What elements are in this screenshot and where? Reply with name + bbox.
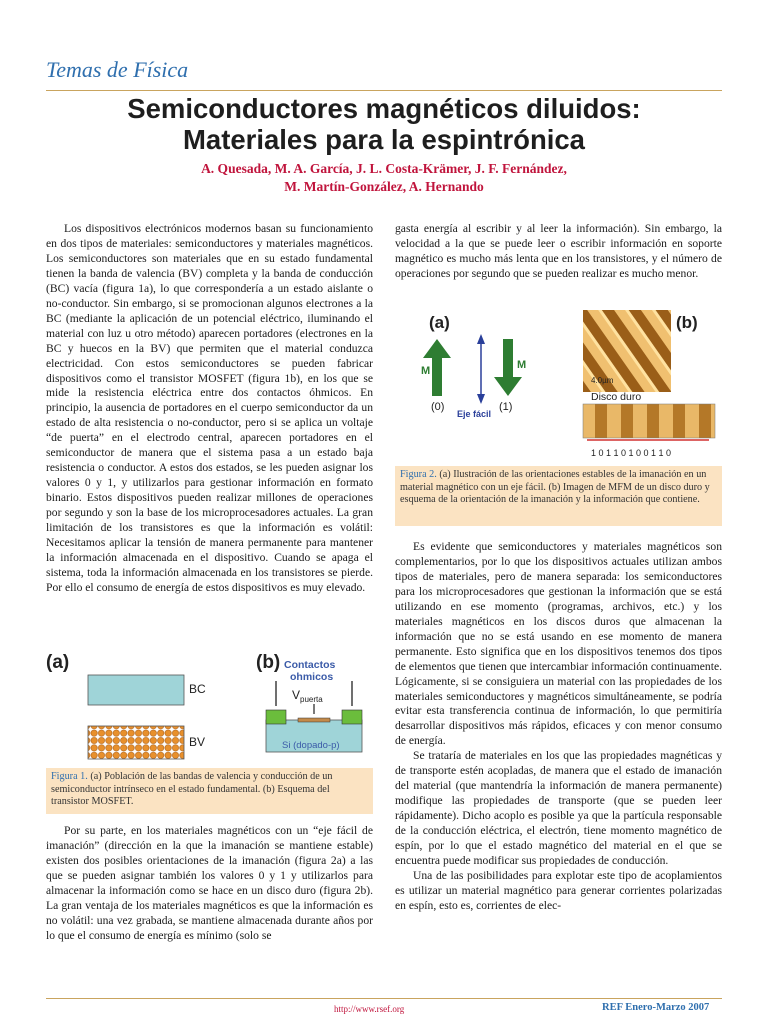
scale-label: 4.0µm: [591, 376, 614, 385]
contacts-label-2: ohmicos: [290, 671, 334, 683]
figure-2-caption-label: Figura 2.: [400, 469, 437, 480]
paragraph: Es evidente que semiconductores y materiales magnéticos son complementarios, por lo que los dispositivos actuales utilizan ambos tipos de materiales, pero de manera separada: los semiconductores para los microprocesadores que gestionan la información que se está utilizando en ese momento (programas, archivos, etc.) y los materiales magnéticos en los discos duros que almacenan la información que no se está usando en ese momento de manera permanente. Esto significa que en los dispositivos tenemos dos tipos de elementos que tienen que intercambiar información continuamente. Lógicamente, si se consiguiera un material con las propiedades de los materiales semiconductores y magnéticos simultáneamente, se podría evitar esta transferencia continua de información, lo que permitiría desarrollar dispositivos más rápidos, eficaces y con menor consumo de energía.: [395, 540, 722, 748]
header-divider: [46, 90, 722, 91]
authors-line-1: A. Quesada, M. A. García, J. L. Costa-Krämer, J. F. Fernández,: [201, 161, 567, 176]
contacts-label-1: Contactos: [284, 659, 336, 671]
paragraph: Se trataría de materiales en los que las propiedades magnéticas y de transporte estén acopladas, de manera que el estado de imanación del material (que mantendría la información de manera permanente) modifique las propiedades de transporte (que se pueden leer rápidamente). Dicho acoplo es posible ya que la partícula responsable de la conducción eléctrica, el electrón, tiene momento magnético de espín, por lo que el estado magnético del material en el que se encuentra puede modificar sus propiedades de conducción.: [395, 749, 722, 868]
figure-1-caption: [46, 768, 373, 814]
contact-right: [342, 710, 362, 724]
figure-1-caption-label: Figura 1.: [51, 771, 88, 782]
authors-line-2: M. Martín-González, A. Hernando: [284, 179, 484, 194]
state-0-label: (0): [431, 401, 445, 413]
right-column-text-bottom: [395, 540, 722, 914]
paragraph: Por su parte, en los materiales magnéticos con un “eje fácil de imanación” (dirección en la que la imanación se mantiene estable) existen dos posibles orientaciones de la imanación (figura 2a) a las que se pueden asignar también los valores 0 y 1 y utilizarlos para almacenar la información como se hace en un disco duro (figura 2b). La gran ventaja de los materiales magnéticos es que la información es no volátil: una vez grabada, se mantiene almacenada durante años por lo que el consumo de energía es mínimo (solo se: [46, 824, 373, 942]
bv-label: BV: [189, 735, 206, 749]
contact-left: [266, 710, 286, 724]
fig2-label-a: (a): [429, 313, 450, 332]
figure-1-diagram: [46, 648, 373, 768]
m-right-label: M: [517, 359, 527, 371]
substrate-label: Si (dopado-p): [282, 740, 340, 751]
left-column-text-top: [46, 222, 373, 596]
footer-url-link[interactable]: http://www.rsef.org: [334, 1004, 405, 1014]
bits-label: 1 0 1 1 0 1 0 0 1 1 0: [591, 448, 672, 458]
figure-2-diagram: [395, 304, 722, 464]
gate-electrode: [298, 718, 330, 722]
figure-2-caption-text: (a) Ilustración de las orientaciones estables de la imanación en un material magnético con un eje fácil. (b) Imagen de MFM de un disco duro y esquema de la orientación de la imanación y la información que contiene.: [400, 469, 710, 506]
paragraph: gasta energía al escribir y al leer la información). Sin embargo, la velocidad a la que se puede leer o escribir información en soporte magnético es mucho más lenta que en los transistores, y el número de operaciones por segundo que se pueden realizar es mucho menor.: [395, 222, 722, 280]
fig1-label-b: (b): [256, 652, 281, 673]
disk-label: Disco duro: [591, 391, 642, 403]
authors: [46, 160, 722, 196]
paragraph: Una de las posibilidades para explotar este tipo de acoplamientos es utilizar un material magnético para generar corrientes polarizadas en espín, esto es, corrientes de elec-: [395, 868, 722, 912]
title-line-2: Materiales para la espintrónica: [183, 124, 585, 155]
left-column-text-bottom: [46, 824, 373, 944]
article-title: [46, 93, 722, 155]
section-label: Temas de Física: [46, 57, 189, 82]
vgate-label: $V_{puerta}$: [292, 688, 323, 704]
right-column-text-top: [395, 222, 722, 282]
bc-label: BC: [189, 682, 206, 696]
m-left-label: M: [421, 365, 431, 377]
footer-issue: REF Enero-Marzo 2007: [602, 1002, 710, 1013]
conduction-band: [88, 675, 184, 705]
fig2-label-b: (b): [676, 313, 698, 332]
fig1-label-a: (a): [46, 652, 70, 673]
disk-track: [583, 404, 715, 438]
figure-2-caption: [395, 466, 722, 526]
figure-1-caption-text: (a) Población de las bandas de valencia y conducción de un semiconductor intrínseco en el estado fundamental. (b) Esquema del transistor MOSFET.: [51, 771, 333, 808]
title-line-1: Semiconductores magnéticos diluidos:: [127, 93, 641, 124]
footer-divider: [46, 998, 722, 999]
state-1-label: (1): [499, 401, 513, 413]
valence-band: [88, 726, 184, 759]
easy-axis-label: Eje fácil: [457, 409, 492, 419]
paragraph: Los dispositivos electrónicos modernos basan su funcionamiento en dos tipos de materiales: semiconductores y materiales magnéticos. Los semiconductores son materiales que en su estado fundamental tienen la banda de valencia (BV) completa y la banda de conducción (BC) vacía (figura 1a), lo que correspondería a un estado aislante o no-conductor. Sin embargo, si se promocionan algunos electrones a la BC (mediante la aplicación de un potencial eléctrico, iluminando el material con luz u otro método) aparecen portadores (electrones en la BC y huecos en la BV) que permiten que el material conduzca electricidad. Con estos semiconductores se pueden fabricar dispositivos como el transistor MOSFET (figura 1b), en los que se mide la resistencia eléctrica entre dos contactos óhmicos. En principio, la ausencia de portadores en el cuerpo semiconductor da un estado de alta resistencia o no-conductor, pero si se aplica un voltaje “de puerta” en el electrodo central, aparecen portadores en el semiconductor de manera que el sistema pasa a un estado baja resistencia o conductor. A estos dos estados, se les pueden asignar los valores 0 y 1, y utilizarlos para gestionar información en formato binario. Estos dispositivos pueden realizar millones de operaciones por segundo y son la base de los microprocesadores actuales. La gran limitación de los transistores es que la información es volátil: Necesitamos aplicar la tensión de manera permanente para mantener la información almacenada en el dispositivo. Cuando se apaga el sistema, toda la información almacenada en los transistores se pierde. Por ello el consumo de energía de estos dispositivos es muy elevado.: [46, 222, 373, 594]
